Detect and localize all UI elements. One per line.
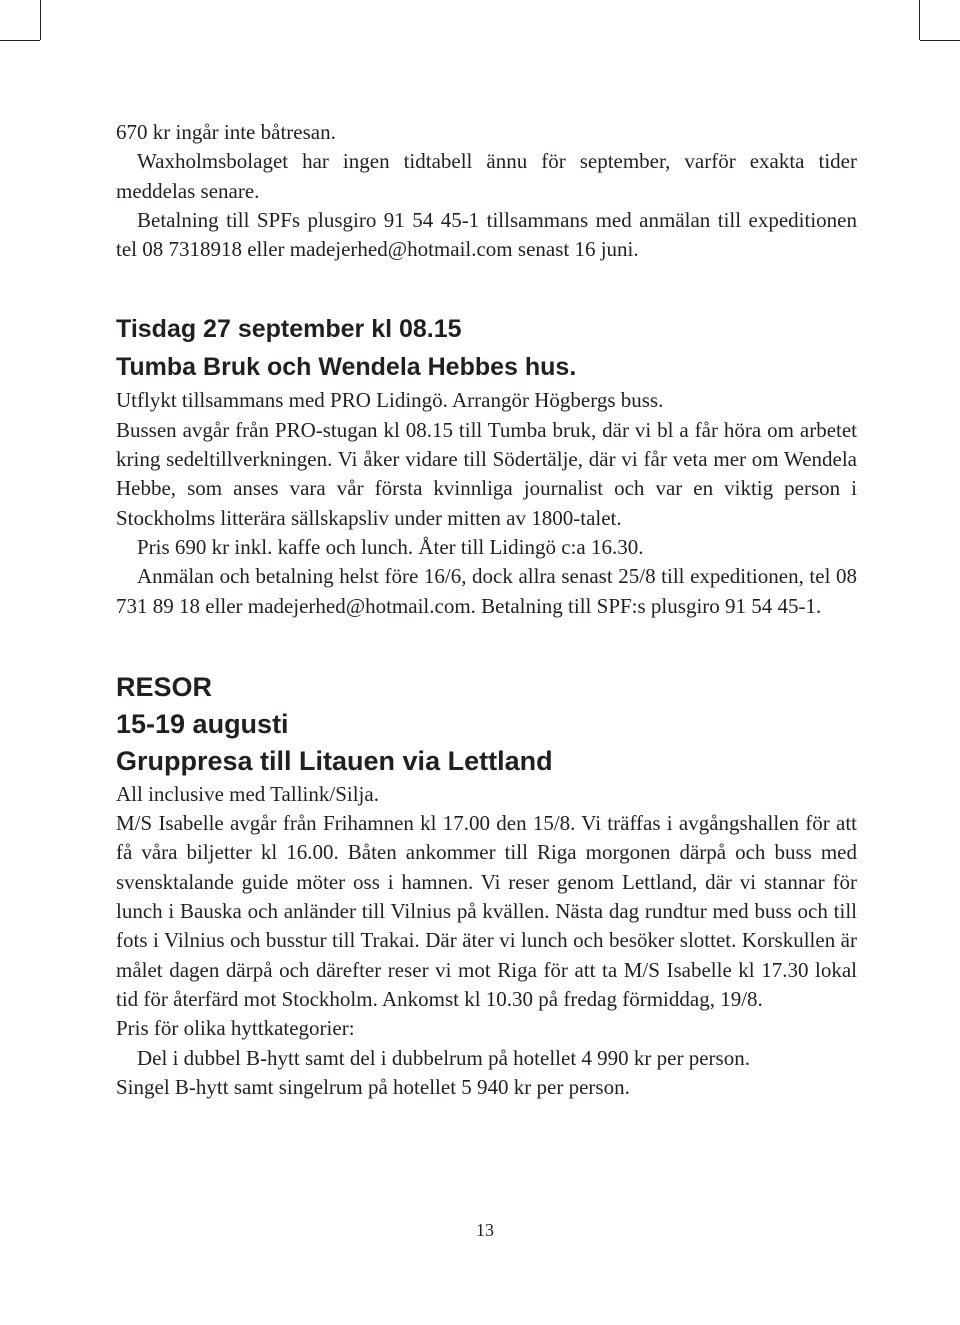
- event-paragraph-4: Anmälan och betalning helst före 16/6, dock allra senast 25/8 till expeditionen, tel 08 731 89 18 eller madejerhed@hotmail.com. Betalning till SPF:s plusgiro 91 54 45-1.: [116, 564, 857, 618]
- trip-heading-date: 15-19 augusti: [116, 708, 289, 739]
- trip-heading-title: Gruppresa till Litauen via Lettland: [116, 745, 553, 776]
- event-heading-date: Tisdag 27 september kl 08.15: [116, 315, 462, 344]
- crop-mark-top-left: [40, 0, 41, 40]
- intro-paragraph-2: Waxholmsbolaget har ingen tidtabell ännu för september, varför exakta tider meddelas senare.: [116, 149, 857, 203]
- event-paragraph-2: Bussen avgår från PRO-stugan kl 08.15 till Tumba bruk, där vi bl a får höra om arbetet kring sedeltillverkningen. Vi åker vidare till Södertälje, där vi får veta mer om Wendela Hebbe, som anses vara vår första kvinnliga journalist och var en viktig person i Stockholms litterära sällskapsliv under mitten av 1800-talet.: [116, 417, 857, 530]
- trip-paragraph-2: M/S Isabelle avgår från Frihamnen kl 17.00 den 15/8. Vi träffas i avgångshallen för att få våra biljetter kl 16.00. Båten ankommer till Riga morgonen därpå och buss med svensktalande guide möter oss i hamnen. Vi reser genom Lettland, där vi stannar för lunch i Bauska och anländer till Vilnius på kvällen. Nästa dag rundtur med buss och till fots i Vilnius och busstur till Trakai. Där äter vi lunch och besöker slottet. Korskullen är målet dagen därpå och därefter reser vi mot Riga för att ta M/S Isabelle kl 17.30 lokal tid för återfärd mot Stockholm. Ankomst kl 10.30 på fredag förmiddag, 19/8.: [116, 811, 857, 1011]
- crop-mark-right-top: [920, 40, 960, 41]
- trip-price-double: Del i dubbel B-hytt samt del i dubbelrum på hotellet 4 990 kr per person.: [137, 1045, 750, 1070]
- event-paragraph-1: Utflykt tillsammans med PRO Lidingö. Arrangör Högbergs buss.: [116, 388, 664, 413]
- trip-price-single: Singel B-hytt samt singelrum på hotellet 5 940 kr per person.: [116, 1074, 630, 1099]
- page-number: 13: [476, 1220, 494, 1240]
- crop-mark-top-right: [919, 0, 920, 40]
- crop-mark-left-top: [0, 40, 40, 41]
- trip-paragraph-3: Pris för olika hyttkategorier:: [116, 1016, 355, 1041]
- intro-paragraph-3: Betalning till SPFs plusgiro 91 54 45-1 tillsammans med anmälan till expeditionen tel 08 7318918 eller madejerhed@hotmail.com senast 16 juni.: [116, 207, 857, 262]
- trip-paragraph-1: All inclusive med Tallink/Silja.: [116, 781, 379, 806]
- intro-paragraph-1: 670 kr ingår inte båtresan.: [116, 120, 336, 144]
- section-heading-resor: RESOR: [116, 671, 213, 702]
- event-heading-title: Tumba Bruk och Wendela Hebbes hus.: [116, 353, 577, 382]
- page-content: [116, 118, 857, 1102]
- event-paragraph-3: Pris 690 kr inkl. kaffe och lunch. Åter till Lidingö c:a 16.30.: [137, 534, 644, 559]
